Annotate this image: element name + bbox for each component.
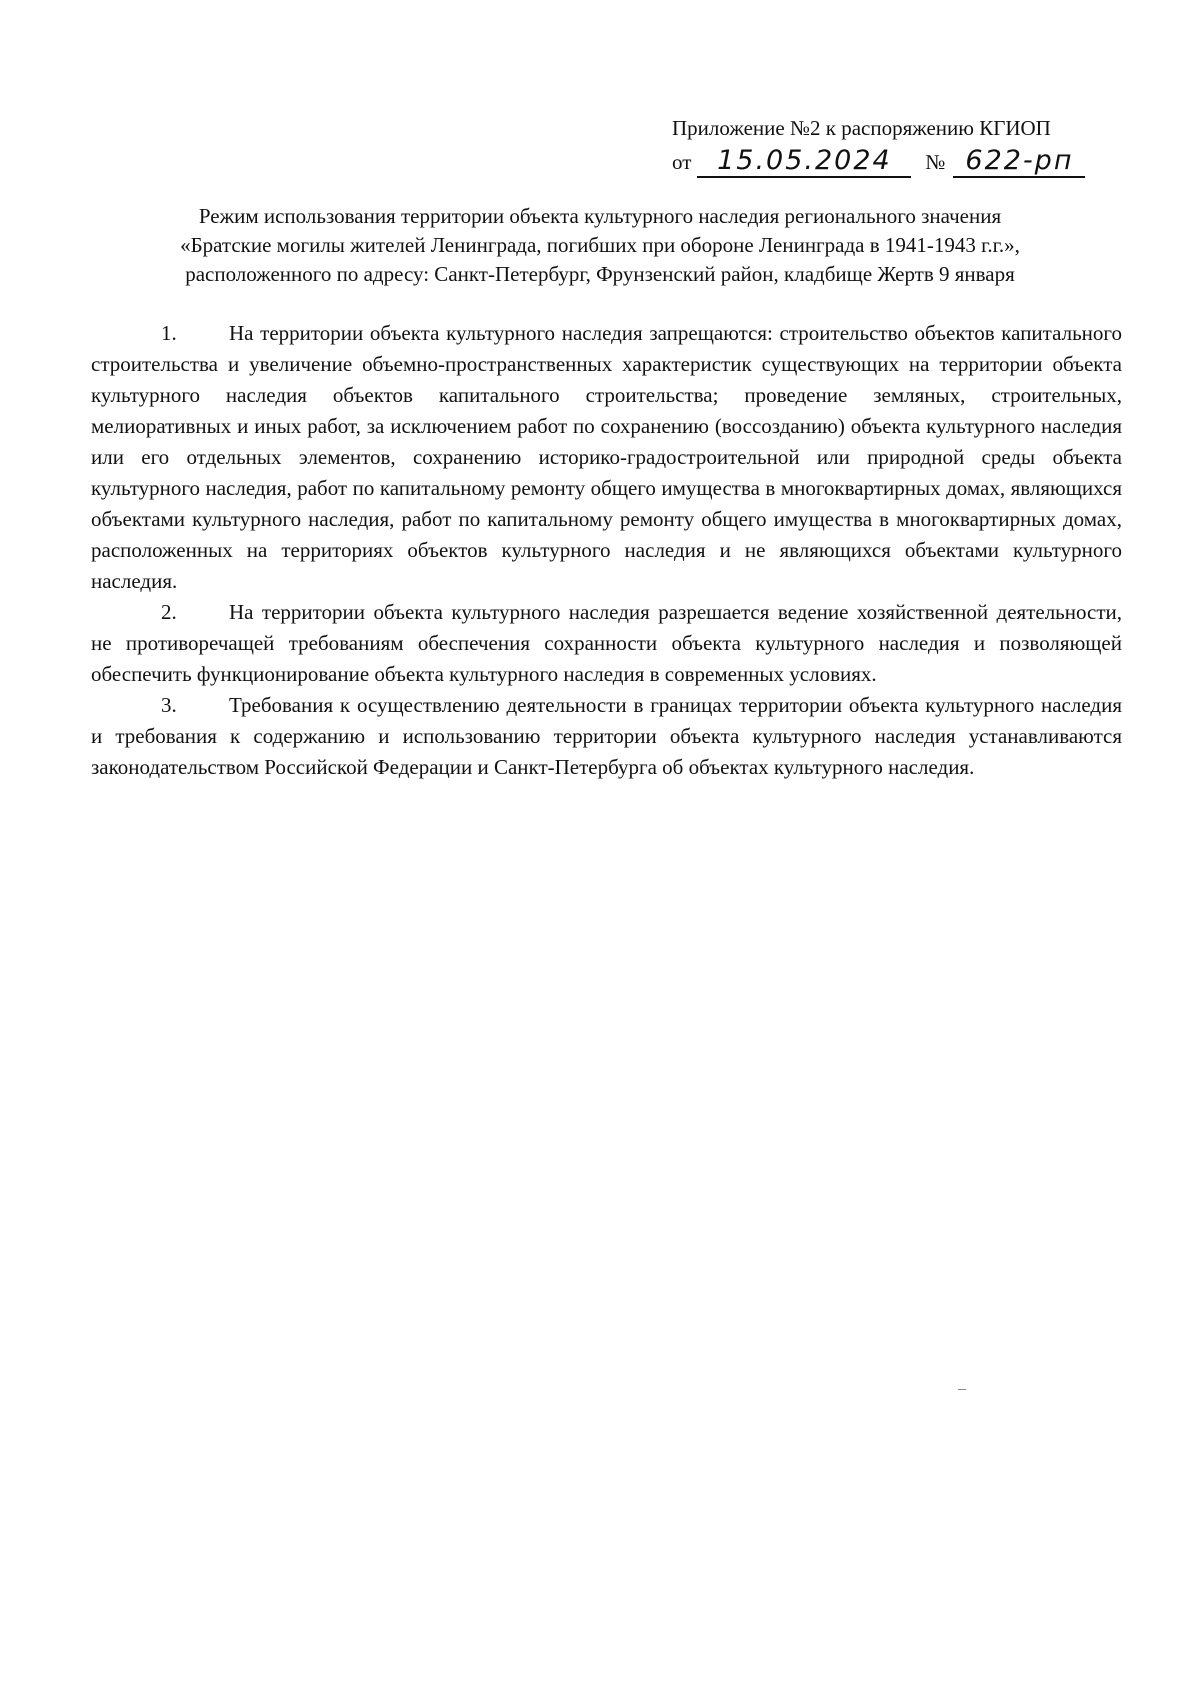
paragraph-number: 1. [161, 321, 177, 345]
number-prefix: № [925, 150, 946, 174]
paragraph-number: 3. [161, 693, 177, 717]
paragraph-1 [91, 318, 1122, 597]
paragraph-text: Требования к осуществлению деятельности в границах территории объекта культурного наследия и требования к содержанию и использованию территории объекта культурного наследия устанавливаются законодательством Российской Федерации и Санкт-Петербурга об объектах культурного наследия. [91, 693, 1122, 779]
title-line-2: «Братские могилы жителей Ленинграда, погибших при обороне Ленинграда в 1941-1943 г.г.», [180, 233, 1020, 257]
handwritten-number: 622-рп [953, 146, 1085, 178]
paragraph-2 [91, 597, 1122, 690]
paragraph-number: 2. [161, 600, 177, 624]
document-title [60, 202, 1140, 289]
title-line-1: Режим использования территории объекта культурного наследия регионального значения [198, 204, 1002, 228]
document-body [91, 318, 1122, 783]
appendix-header [672, 112, 1122, 178]
title-line-3: расположенного по адресу: Санкт-Петербург, Фрунзенский район, кладбище Жертв 9 января [185, 262, 1015, 286]
handwritten-date: 15.05.2024 [697, 146, 911, 178]
date-prefix: от [672, 150, 692, 174]
paragraph-text: На территории объекта культурного наследия разрешается ведение хозяйственной деятельности, не противоречащей требованиям обеспечения сохранности объекта культурного наследия и позволяющей обеспечить функционирование объекта культурного наследия в современных условиях. [91, 600, 1122, 686]
appendix-title: Приложение №2 к распоряжению КГИОП [672, 116, 1051, 140]
appendix-date-number-line [672, 144, 1122, 178]
paragraph-text: На территории объекта культурного наследия запрещаются: строительство объектов капитального строительства и увеличение объемно-пространственных характеристик существующих на территории объекта культурного наследия объектов капитального строительства; проведение земляных, строительных, мелиоративных и иных работ, за исключением работ по сохранению (воссозданию) объекта культурного наследия или его отдельных элементов, сохранению историко-градостроительной или природной среды объекта культурного наследия, работ по капитальному ремонту общего имущества в многоквартирных домах, являющихся объектами культурного наследия, работ по капитальному ремонту общего имущества в многоквартирных домах, расположенных на территориях объектов культурного наследия и не являющихся объектами культурного наследия. [91, 321, 1122, 593]
scan-speck [958, 1389, 966, 1390]
paragraph-3 [91, 690, 1122, 783]
